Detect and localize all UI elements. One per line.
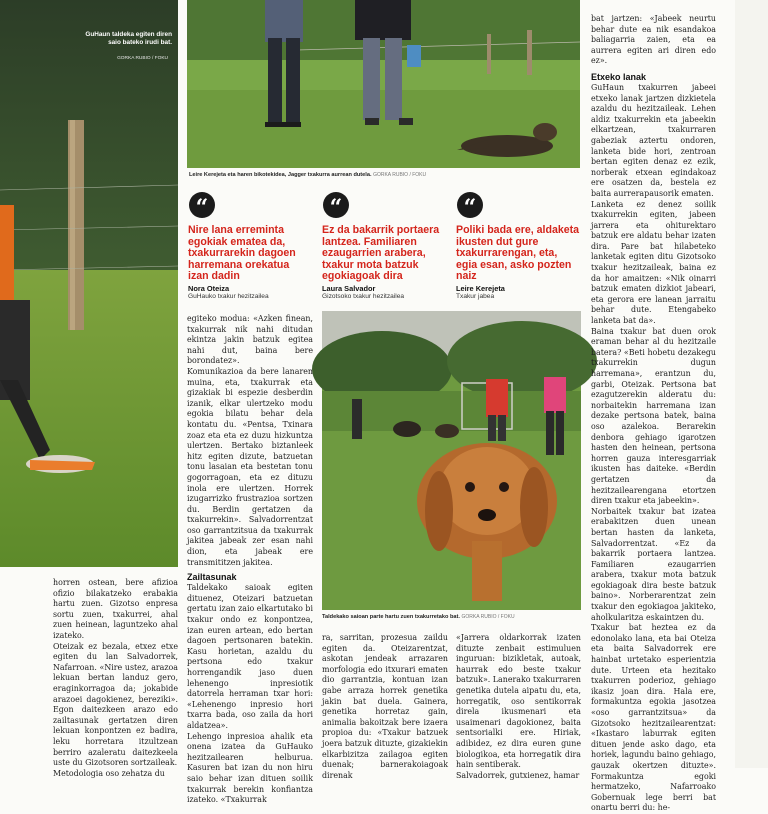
- column-2: [187, 314, 313, 805]
- left-photo: [0, 0, 178, 567]
- middle-photo-image: [322, 311, 581, 610]
- left-photo-caption-text: GuHaun taldeka egiten diren saio bateko irudi bat.: [85, 31, 172, 46]
- column-2-text-b: Taldekako saioak egiten dituenez, Oteizari batzuetan gertatu izan zaio elkartutako bi txakur ondo ez konpontzea, izan euren artean, edo bertan dagoen pertsonaren batekin. Kasu horietan, azaldu du pertsona edo txakur horrengandik jaso duen lehenengo inpresiotik datorrela herraman txar hori: «Lehenengo inpresio hori txarra bada, oso zaila da hori aldatzea». Lehengo inpresioa ahalik eta onena izatea da GuHauko hezitzailearen helburua. Kasuren bat izan du non hiru saio behar izan dituen soilik txakurrak berekin konfiantza izateko. «Txakurrak: [187, 583, 313, 805]
- left-photo-image: [0, 0, 178, 567]
- quote-1-icon: “: [189, 192, 215, 218]
- quote-2-text: Ez da bakarrik portaera lantzea. Familiaren ezaugarrien arabera, txakur mota batzuk egokiagoak dira: [322, 224, 440, 283]
- left-photo-caption: [80, 31, 172, 47]
- quote-3-icon: “: [457, 192, 483, 218]
- quote-3-name: Leire Kerejeta: [456, 284, 505, 293]
- column-1: [53, 578, 178, 778]
- column-5-text-b: GuHaun txakurren jabeei etxeko lanak jartzen dizkietela azaldu du hezitzaileak. Lehen aldiz txakurrekin eta jabeekin elkartzean, txakurraren gabeziak aztertu ondoren, lanketa bide hori, zentroan bertan egiten denaz ez ezik, norberak etxean egindakoaz ere osatzen da, bestela ez baita aurrerapausorik ematen. Lanketa ez denez soilik txakurrekin egiten, jabeen jarrera eta ohiturektaro batzuk ere aldatu behar izaten dira. Pare bat hilabeteko lanketak egiten ditu Gizotsoko txakur hezitzaileak, baina ez da hor amaitzen: «Nik oinarri batzuk ematen dizkiot jabeari, eta gerora ere lanean jarraitu behar dute. Etengabeko lanketa bat da». Baina txakur bat duen orok eraman behar al du hezitzaile batera? «Beti hobetu dezakegu txakurrekin dugun harremana», erantzun du, garbi, Oteizak. Pertsona bat ezagutzerekin alderatu du: norbaitekin harremana izan dezake pertsona batek, baina oso azalekoa. Berarekin denbora gehiago igarotzen hasten den heinean, pertsona horren gauza interesgarriak ikusten has daiteke. «Berdin gertatzen da hezitzailearengana etortzen diren txakur eta jabeekin». Norbaitek txakur bat izatea erabakitzen duen unean bertan hasten da lanketa, Salvadorrentzat. «Ez da bakarrik portaera lantzea. Familiaren ezaugarrien arabera, txakur mota batzuk egokiagoak dira beste batzuk baino». Norberarentzat zein txakur den egokiagoa jakiteko, aholkularitza eskaintzen du. Txakur bat heztea ez da edonolako lana, eta bai Oteiza eta baita Salvadorrek ere hainbat urtetako esperientzia dute. Urteen eta hezitako txakurren poderioz, gehiago ikasiz joan dira. Hala ere, formakuntza egokia jasotzea «oso garrantzitsua» da Gizotsoko hezitzailearentzat: «Ikastaro laburrak egiten dituen jende asko dago, eta horiek, lagundu baino gehiago, gauzak okertzen dituzte». Formakuntza egoki hermatzeko, Nafarroako Gobernuak lege berri bat onartu berri du: he-: [591, 82, 716, 813]
- quote-2-name: Laura Salvador: [322, 284, 376, 293]
- column-5-text-a: bat jartzen: «Jabeek neurtu behar dute ea nik esandakoa baliagarria zaien, eta ea aurrera egiten ari diren edo ez».: [591, 14, 716, 66]
- column-2-text-a: egiteko modua: «Azken finean, txakurrak nik nahi ditudan ekintza jakin batzuk egitea nahi dut, baina bere borondatez». Komunikazioa da bere lanaren muina, eta, txakurrak eta gizakiak bi espezie desberdin izanik, elkar ulertzeko modu egokia bilatu behar dela kontatu du. «Pentsa, Txinara zoaz eta eta ez duzu hizkuntza ulertzen. Bertako biztanleek hitz egiten dizute, batzuetan tonu lasaian eta bestetan tonu gogorragoan, eta ez dituzu inola ere ulertzen. Horrek izugarrizko frustrazioa sortzen du. Berdin gertatzen da txakurrekin». Salvadorrentzat oso garrantzitsua da txakurrak jakitea jabeak zer esan nahi dion, eta jabeak ere transmititzen jakitea.: [187, 314, 313, 567]
- quote-1-role: GuHauko txakur hezitzailea: [188, 293, 269, 300]
- quote-3-role: Txakur jabea: [456, 293, 495, 300]
- top-photo-credit: GORKA RUBIO / FOKU: [373, 172, 427, 178]
- quote-1-name: Nora Oteiza: [188, 284, 230, 293]
- top-photo-caption-block: [189, 172, 579, 178]
- column-1-text: horren ostean, bere afizioa ofizio bilakatzeko erabakia hartu zuen. Gizotso enpresa sortu zuen, txakurrei, ahal zuen heinean, laguntzeko ahal izateko. Oteizak ez bezala, etxez etxe egiten du lan Salvadorrek, Nafarroan. «Nire ustez, arazoa lekuan bertan landuz gero, eraginkorragoa da; jokabide arazoei dagokienez, bereziki». Egon daitezkeen arazo edo zailtasunak gertatzen diren lekuan konpontzen ez badira, leku horretara itzultzean berriro azaleratu daitezkeela uste du Gizotsoren sortzaileak. Metodologia oso zehatza du: [53, 578, 178, 778]
- middle-photo: [322, 311, 581, 610]
- quote-2-role: Gizotsoko txakur hezitzailea: [322, 293, 405, 300]
- top-photo-caption: Leire Kerejeta eta haren bikotekidea, Jagger txakurra aurrean dutela.: [189, 172, 372, 178]
- top-photo-image: [187, 0, 580, 168]
- column-4: [456, 633, 581, 780]
- column-5-subhead: Etxeko lanak: [591, 71, 647, 82]
- page-margin: [735, 0, 768, 768]
- middle-photo-credit: GORKA RUBIO / FOKU: [461, 614, 515, 620]
- middle-photo-caption-block: [322, 614, 582, 620]
- quote-3-text: Poliki bada ere, aldaketa ikusten dut gure txakurrarengan, eta, egia esan, asko pozten naiz: [456, 224, 580, 283]
- column-3: [322, 633, 448, 780]
- top-photo: [187, 0, 580, 168]
- column-4-text: «Jarrera oldarkorrak izaten dituzte zenbait estimuluen inguruan: bizikletak, autoak, haurrak edo beste txakur batzuk». Lanerako txakurraren genetika dutela aipatu du, eta, horregatik, oso sentikorrak direla ikusmenari eta usaimenari dagokionez, baita sentsorialki ere. Hiriak, adibidez, ez dira euren gune biologikoa, eta horregatik dira hain sentiberak. Salvadorrek, gutxienez, hamar: [456, 633, 581, 780]
- middle-photo-caption: Taldekako saioan parte hartu zuen txakurretako bat.: [322, 614, 460, 620]
- left-photo-credit: GORKA RUBIO / FOKU: [117, 56, 168, 61]
- column-5: [591, 14, 716, 813]
- column-2-subhead: Zailtasunak: [187, 572, 237, 583]
- column-3-text: ra, sarritan, prozesua zaildu egiten da. Oteizarentzat, askotan jendeak arrazaren morfologia edo itxurari ematen dio garrantzia, kontuan izan gabe arraza horrek genetika jakin bat duela. Gainera, genetika horretaz gain, animalia bakoitzak bere izaera propioa du: «Txakur batzuek joera batzuk dituzte, gizakiekin elkarbizitza zailagoa egiten duenak; barnerakoiagoak direnak: [322, 633, 448, 780]
- quote-1-text: Nire lana erreminta egokiak ematea da, txakurrarekin dagoen harremana orekatua izan dadin: [188, 224, 296, 283]
- quote-2-icon: “: [323, 192, 349, 218]
